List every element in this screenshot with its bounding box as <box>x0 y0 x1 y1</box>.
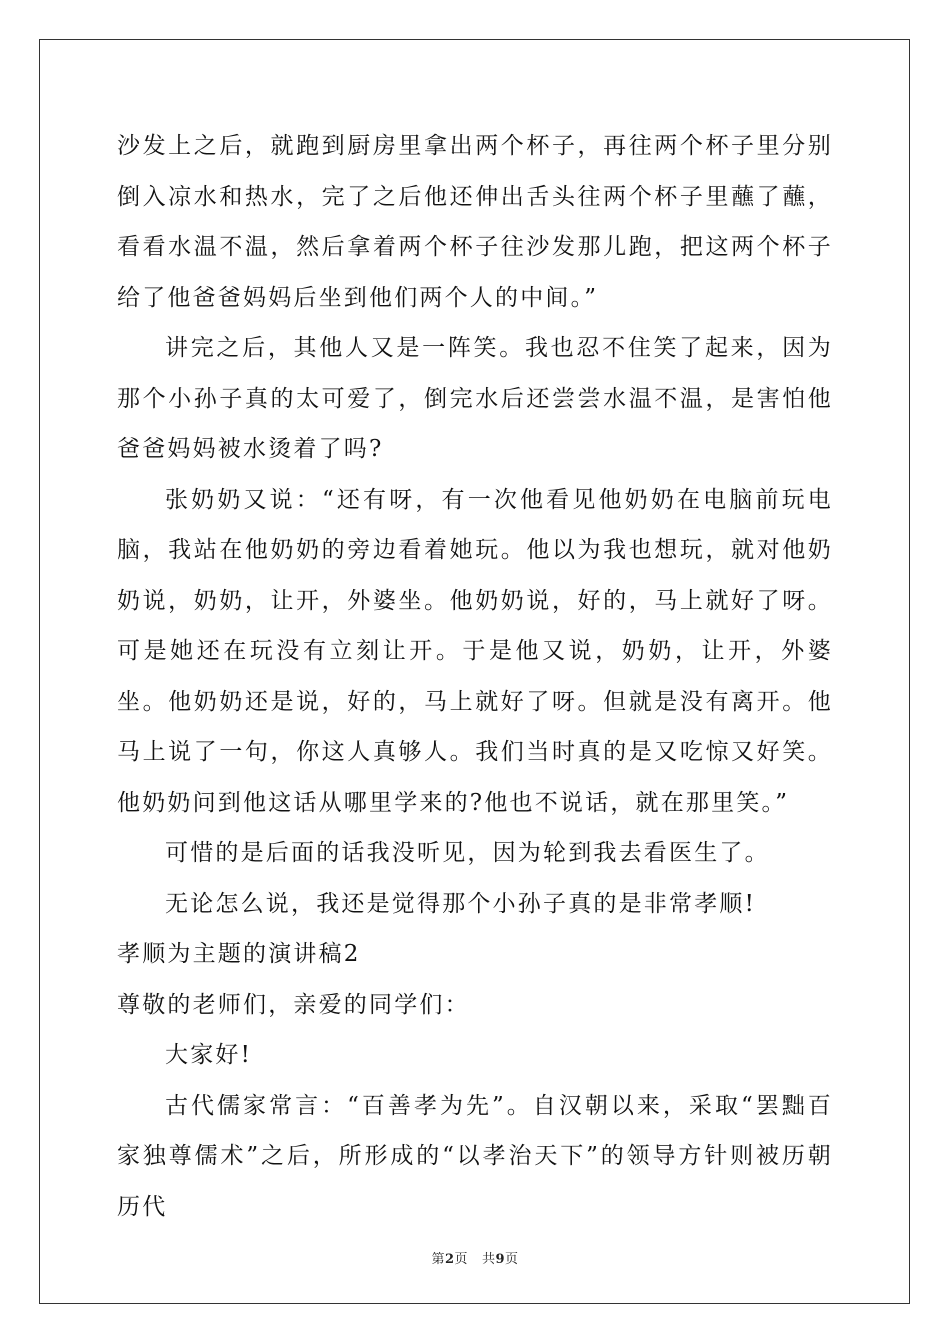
page-footer <box>0 1248 950 1267</box>
salutation: 尊敬的老师们，亲爱的同学们： <box>117 991 470 1018</box>
greeting: 大家好! <box>165 1042 253 1068</box>
total-suffix: 页 <box>505 1252 519 1267</box>
page-suffix: 页 <box>454 1252 469 1267</box>
paragraph-9: 古代儒家常言：“百善孝为先”。自汉朝以来，采取“罢黜百家独尊儒术”之后，所形成的“以孝治天下”的领导方针则被历朝历代 <box>117 1092 833 1220</box>
page-number: 2 <box>444 1252 455 1267</box>
paragraph-3: 张奶奶又说：“还有呀，有一次他看见他奶奶在电脑前玩电脑，我站在他奶奶的旁边看着她玩。他以为我也想玩，就对他奶奶说，奶奶，让开，外婆坐。他奶奶说，好的，马上就好了呀。可是她还在玩没有立刻让开。于是他又说，奶奶，让开，外婆坐。他奶奶还是说，好的，马上就好了呀。但就是没有离开。他马上说了一句，你这人真够人。我们当时真的是又吃惊又好笑。他奶奶问到他这话从哪里学来的?他也不说话，就在那里笑。” <box>117 486 833 816</box>
total-prefix: 共 <box>481 1252 496 1267</box>
document-body <box>117 121 833 1232</box>
paragraph-4: 可惜的是后面的话我没听见，因为轮到我去看医生了。 <box>165 840 770 866</box>
paragraph-1: 沙发上之后，就跑到厨房里拿出两个杯子，再往两个杯子里分别倒入凉水和热水，完了之后他还伸出舌头往两个杯子里蘸了蘸，看看水温不温，然后拿着两个杯子往沙发那儿跑，把这两个杯子给了他爸爸妈妈后坐到他们两个人的中间。” <box>117 133 833 311</box>
paragraph-5: 无论怎么说，我还是觉得那个小孙子真的是非常孝顺! <box>165 890 757 917</box>
section-heading: 孝顺为主题的演讲稿2 <box>117 941 361 967</box>
paragraph-2: 讲完之后，其他人又是一阵笑。我也忍不住笑了起来，因为那个小孙子真的太可爱了，倒完水后还尝尝水温不温，是害怕他爸爸妈妈被水烫着了吗? <box>117 335 833 462</box>
page-prefix: 第 <box>431 1252 445 1267</box>
total-pages: 9 <box>495 1252 506 1267</box>
